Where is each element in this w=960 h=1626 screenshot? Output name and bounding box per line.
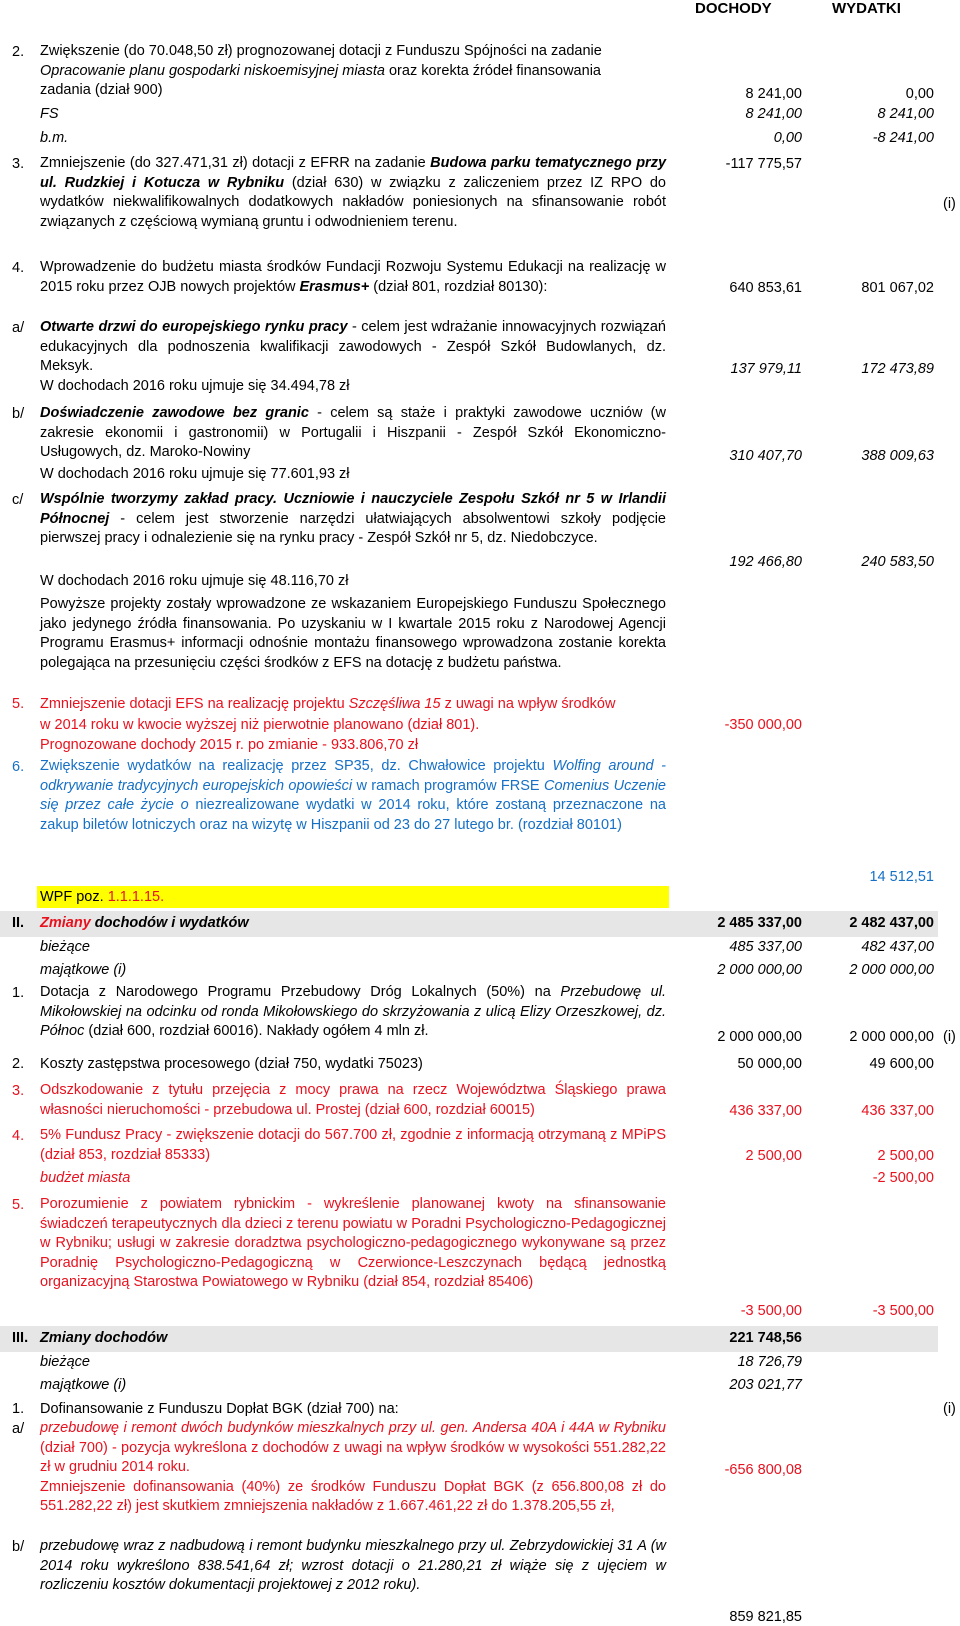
project-b-title: Doświadczenie zawodowe bez granic [40, 405, 309, 421]
item-number: 1. [12, 985, 25, 1001]
sub-item-b: b/ [12, 406, 25, 422]
fs-dochody: 8 241,00 [745, 106, 802, 122]
ii-item-1-text [40, 983, 666, 1042]
item-3-text-a: Zmniejszenie (do 327.471,31 zł) dotacji z EFRR na zadanie [40, 155, 431, 171]
project-a-text [40, 318, 666, 377]
section-ii-dochody: 2 485 337,00 [717, 915, 802, 931]
item-2-text [40, 42, 666, 101]
iii-a-text [40, 1419, 666, 1517]
item-2-text-a: Zwiększenie (do 70.048,50 zł) prognozowanej dotacji z Funduszu Spójności na zadanie [40, 43, 602, 59]
item-6-text-c: w ramach programów FRSE [352, 777, 544, 794]
iii-item-1-text: Dofinansowanie z Funduszu Dopłat BGK (dział 700) na: [40, 1401, 399, 1417]
item-number: 1. [12, 1401, 25, 1417]
section-iii-biezace-dochody: 18 726,79 [737, 1354, 802, 1370]
bm-dochody: 0,00 [773, 130, 802, 146]
ii-item-1-text-c: (dział 600, rozdział 60016). Nakłady ogółem 4 mln zł. [84, 1023, 429, 1040]
section-iii-roman: III. [12, 1330, 29, 1346]
ii-item-3-dochody: 436 337,00 [729, 1103, 802, 1119]
item-5-project: Szczęśliwa 15 [348, 696, 441, 712]
project-b-dochody: 310 407,70 [729, 448, 802, 464]
section-ii-biezace-dochody: 485 337,00 [729, 939, 802, 955]
ii-item-5-text: Porozumienie z powiatem rybnickim - wykreślenie planowanej kwoty na sfinansowanie świadczeń terapeutycznych dla dzieci z terenu powiatu w Poradni Psychologiczno-Pedagogicznej w Rybniku; usługi w zakresie doradztwa psychologiczno-pedagogicznego wykonywane są przez Poradnię Psychologiczno-Pedagogiczną w Czerwionce-Leszczynach będącą jednostką organizacyjną Starostwa Powiatowego w Rybniku (dział 854, rozdział 85406) [40, 1196, 666, 1291]
item-6-project: Wolfing around - odkrywanie tradycyjnych europejskich opowieści [40, 758, 666, 794]
bm-wydatki: -8 241,00 [872, 130, 934, 146]
item-4-text [40, 258, 666, 297]
item-4-text-a: Wprowadzenie do budżetu miasta środków Fundacji Rozwoju Systemu Edukacji na realizację w 2015 roku przez OJB nowych projektów [40, 259, 666, 295]
ii-item-1-dochody: 2 000 000,00 [717, 1029, 802, 1045]
iii-a-task: przebudowę i remont dwóch budynków mieszkalnych przy ul. gen. Andersa 40A i 44A w Rybniku [40, 1420, 666, 1436]
item-2-text-c: zadania (dział 900) [40, 82, 163, 99]
project-b-text [40, 404, 666, 463]
section-iii-title: Zmiany dochodów [40, 1330, 168, 1346]
ii-item-2-dochody: 50 000,00 [737, 1056, 802, 1072]
item-number: 3. [12, 1083, 25, 1099]
section-ii-biezace: bieżące [40, 939, 90, 955]
project-c-desc: - celem jest stworzenie narzędzi ułatwiających absolwentowi szkoły podjęcie pierwszej pracy i odnalezienie się na rynku pracy - Zespół Szkół nr 5, dz. Niedobczyce. [40, 510, 666, 547]
ii-item-4-text: 5% Fundusz Pracy - zwiększenie dotacji do 567.700 zł, zgodnie z informacją otrzymaną z MPiPS (dział 853, rozdział 85333) [40, 1127, 666, 1163]
item-5-text [40, 694, 666, 756]
project-c-text [40, 490, 666, 549]
project-a-wydatki: 172 473,89 [861, 361, 934, 377]
iii-b-dochody: 859 821,85 [729, 1609, 802, 1625]
item-6-text [40, 757, 666, 835]
item-6-text-a: Zwiększenie wydatków na realizację przez SP35, dz. Chwałowice projektu [40, 758, 553, 774]
item-number: 4. [12, 1128, 25, 1144]
ii-item-3-text: Odszkodowanie z tytułu przejęcia z mocy prawa na rzecz Województwa Śląskiego prawa własności nieruchomości - przebudowa ul. Prostej (dział 600, rozdział 60015) [40, 1082, 666, 1118]
sub-item-a: a/ [12, 1421, 25, 1437]
item-3-dochody: -117 775,57 [725, 156, 802, 172]
ii-item-5-wydatki: -3 500,00 [872, 1303, 934, 1319]
item-4-text-c: (dział 801, rozdział 80130): [369, 278, 548, 295]
investment-marker: (i) [943, 196, 956, 212]
section-ii-title-red: Zmiany [40, 915, 91, 931]
section-ii-majatkowe-wydatki: 2 000 000,00 [849, 962, 934, 978]
item-number: 5. [12, 1197, 25, 1213]
item-5-text-d: w 2014 roku w kwocie wyższej niż pierwotnie planowano (dział 801). [40, 716, 480, 733]
iii-b-text: przebudowę wraz z nadbudową i remont budynku mieszkalnego przy ul. Zebrzydowickiej 31 A (w 2014 roku wykreślono 838.541,64 zł; wzrost dotacji o 21.280,21 zł wiąże się z ujęciem w rozliczeniu kosztów dokumentacji projektowej z 2012 roku). [40, 1538, 666, 1594]
item-6-program: Comenius Uczenie się przez całe życie o [40, 777, 666, 814]
item-3-text [40, 154, 666, 232]
section-ii-majatkowe-dochody: 2 000 000,00 [717, 962, 802, 978]
item-number: 2. [12, 1056, 25, 1072]
item-3-task-name: Budowa parku tematycznego przy ul. Rudzkiej i Kotucza w Rybniku [40, 155, 667, 191]
ii-item-5-dochody: -3 500,00 [740, 1303, 802, 1319]
sub-item-c: c/ [12, 492, 24, 508]
item-6-wydatki: 14 512,51 [869, 869, 934, 885]
wpf-position: 1.1.1.15. [107, 889, 165, 905]
project-a-note: W dochodach 2016 roku ujmuje się 34.494,78 zł [40, 378, 350, 394]
item-number: 4. [12, 260, 25, 276]
project-b-desc: - celem są staże i praktyki zawodowe uczniów (w zakresie ekonomii i gastronomii) w Portugalii i Hiszpanii - Zespół Szkół Ekonomiczno-Usługowych, dz. Maroko-Nowiny [40, 405, 666, 461]
item-4-erasmus: Erasmus+ [299, 278, 370, 295]
investment-marker: (i) [943, 1401, 956, 1417]
section-ii-title [40, 915, 249, 931]
column-header-dochody: DOCHODY [695, 0, 772, 17]
investment-marker: (i) [943, 1029, 956, 1045]
sub-item-a: a/ [12, 320, 25, 336]
item-5-text-a: Zmniejszenie dotacji EFS na realizację projektu [40, 696, 349, 712]
item-5-text-c: z uwagi na wpływ środków [440, 696, 616, 712]
projects-summary: Powyższe projekty zostały wprowadzone ze wskazaniem Europejskiego Funduszu Społecznego jako jedynego źródła finansowania. Po uzyskaniu w I kwartale 2015 roku z Narodowej Agencji Programu Erasmus+ informacji odnośnie montażu finansowego wprowadzona zostanie korekta polegająca na przesunięciu części środków z EFS na dotację z budżetu państwa. [40, 596, 666, 671]
section-ii-wydatki: 2 482 437,00 [849, 915, 934, 931]
project-a-title: Otwarte drzwi do europejskiego rynku pracy [40, 319, 348, 335]
ii-item-4-sub-wydatki: -2 500,00 [872, 1170, 934, 1186]
iii-a-desc2: Zmniejszenie dofinansowania (40%) ze środków Funduszu Dopłat BGK (z 656.800,08 zł do 551.282,22 zł) jest skutkiem zmniejszenia nakładów z 1.667.461,22 zł do 1.378.205,55 zł, [40, 1478, 666, 1515]
sub-item-b: b/ [12, 1539, 25, 1555]
item-2-task-name: Opracowanie planu gospodarki niskoemisyjnej miasta [40, 62, 385, 79]
item-number: 2. [12, 44, 25, 60]
ii-item-2-wydatki: 49 600,00 [869, 1056, 934, 1072]
project-a-dochody: 137 979,11 [730, 361, 802, 377]
ii-item-3-wydatki: 436 337,00 [861, 1103, 934, 1119]
project-b-note: W dochodach 2016 roku ujmuje się 77.601,93 zł [40, 466, 350, 482]
section-ii-biezace-wydatki: 482 437,00 [861, 939, 934, 955]
item-4-wydatki: 801 067,02 [861, 280, 934, 296]
item-4-dochody: 640 853,61 [729, 280, 802, 296]
iii-a-desc: (dział 700) - pozycja wykreślona z dochodów z uwagi na wpływ środków w wysokości 551.282,22 zł w grudniu 2014 roku. [40, 1439, 666, 1476]
section-ii-majatkowe: majątkowe (i) [40, 962, 127, 978]
ii-item-1-wydatki: 2 000 000,00 [849, 1029, 934, 1045]
project-a-desc: - celem jest wdrażanie innowacyjnych rozwiązań edukacyjnych dla podnoszenia kwalifikacji zawodowych - Zespół Szkół Budowlanych, dz. Meksyk. [40, 319, 667, 375]
project-c-note: W dochodach 2016 roku ujmuje się 48.116,70 zł [40, 573, 349, 589]
column-header-wydatki: WYDATKI [832, 0, 901, 17]
bm-label: b.m. [40, 130, 69, 146]
item-number: 5. [12, 696, 25, 712]
wpf-label: WPF poz. [40, 889, 108, 905]
fs-wydatki: 8 241,00 [877, 106, 934, 122]
fs-label: FS [40, 106, 59, 122]
project-c-wydatki: 240 583,50 [861, 554, 934, 570]
ii-item-4-wydatki: 2 500,00 [877, 1148, 934, 1164]
section-iii-majatkowe: majątkowe (i) [40, 1377, 127, 1393]
ii-item-2-text: Koszty zastępstwa procesowego (dział 750, wydatki 75023) [40, 1056, 423, 1072]
item-2-wydatki: 0,00 [905, 86, 934, 102]
item-5-dochody: -350 000,00 [724, 717, 802, 733]
item-3-text-c: (dział 630) w związku z zaliczeniem przez IZ RPO do wydatków niekwalifikowalnych dodatkowych nakładów poniesionych na sfinansowanie robót związanych z częściową wymianą gruntu i odwodnieniem terenu. [40, 174, 666, 230]
section-iii-majatkowe-dochody: 203 021,77 [729, 1377, 802, 1393]
section-ii-roman: II. [12, 915, 25, 931]
ii-item-1-task: Przebudowę ul. Mikołowskiej na odcinku od ronda Mikołowskiego do skrzyżowania z ulicą Elizy Orzeszkowej, dz. Północ [40, 984, 666, 1040]
section-iii-biezace: bieżące [40, 1354, 90, 1370]
item-2-dochody: 8 241,00 [745, 86, 802, 102]
item-number: 3. [12, 156, 25, 172]
ii-item-4-sub: budżet miasta [40, 1170, 131, 1186]
project-c-title: Wspólnie tworzymy zakład pracy. Uczniowie i nauczyciele Zespołu Szkół nr 5 w Irlandii Północnej [40, 491, 666, 527]
ii-item-4-dochody: 2 500,00 [745, 1148, 802, 1164]
item-5-forecast: Prognozowane dochody 2015 r. po zmianie - 933.806,70 zł [40, 737, 419, 753]
ii-item-1-text-a: Dotacja z Narodowego Programu Przebudowy Dróg Lokalnych (50%) na [40, 984, 561, 1000]
section-iii-dochody: 221 748,56 [729, 1330, 802, 1346]
section-ii-title-rest: dochodów i wydatków [90, 915, 249, 931]
project-c-dochody: 192 466,80 [729, 554, 802, 570]
item-2-text-b: oraz korekta źródeł finansowania [384, 62, 601, 79]
item-6-text-e: niezrealizowane wydatki w 2014 roku, które zostaną przeznaczone na zakup biletów lotniczych oraz na wizytę w Hiszpanii od 23 do 27 lutego br. (rozdział 80101) [40, 797, 666, 833]
iii-a-dochody: -656 800,08 [724, 1462, 802, 1478]
item-number: 6. [12, 759, 25, 775]
project-b-wydatki: 388 009,63 [861, 448, 934, 464]
wpf-reference [40, 889, 164, 905]
